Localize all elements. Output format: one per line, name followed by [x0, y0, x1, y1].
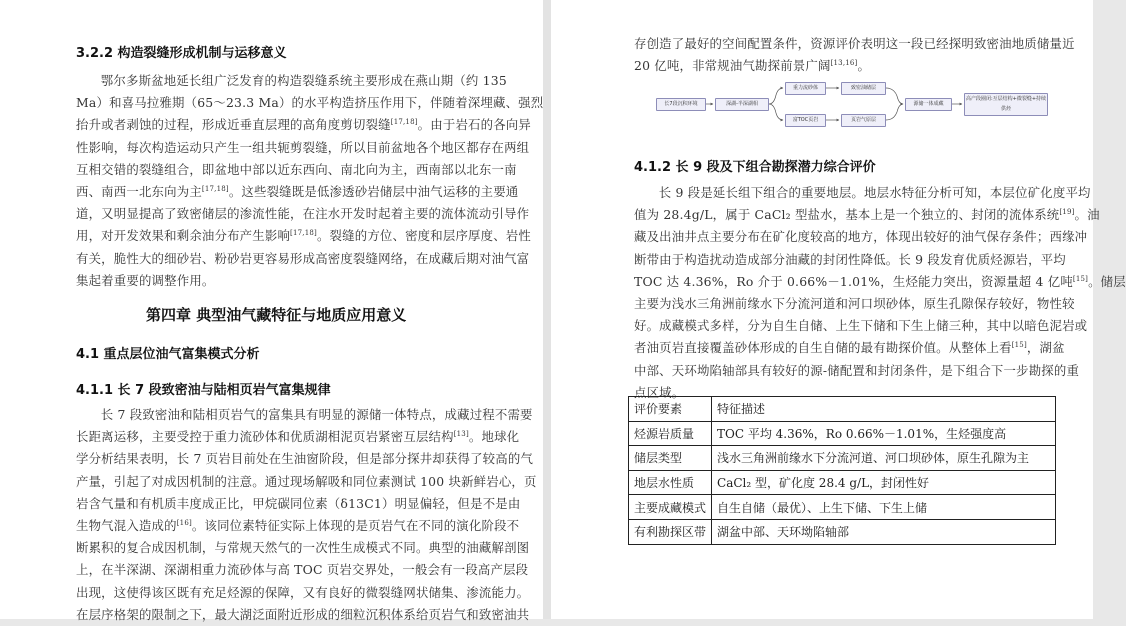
- paragraph-line: 生物气混入造成的[16]。该同位素特征实际上体现的是页岩气在不同的演化阶段不: [76, 518, 520, 534]
- chapter-heading-4: 第四章 典型油气藏特征与地质应用意义: [146, 306, 407, 324]
- paragraph-line: 长 9 段是延长组下组合的重要地层。地层水特征分析可知，本层位矿化度平均: [658, 185, 1091, 200]
- paragraph-line: Ma）和喜马拉雅期（65～23.3 Ma）的水平构造挤压作用下，伴随着深埋藏、强烈: [76, 95, 544, 111]
- paragraph-line: 20 亿吨，非常规油气勘探前景广阔[13,16]。: [634, 58, 871, 74]
- paragraph-line: 互相交错的裂缝组合，即盆地中部以近东西向、南北向为主，西南部以北东一南: [76, 161, 517, 177]
- flow-node-source: 长7段沉积环境: [656, 98, 706, 111]
- paragraph-line: 点区域。: [634, 384, 685, 400]
- table-cell-factor: 评价要素: [629, 397, 712, 422]
- paragraph-line: 岩含气量和有机质丰度成正比，甲烷碳同位素（δ13C1）明显偏轻，但是不是由: [76, 495, 521, 511]
- table-row: [629, 519, 1056, 544]
- citation[interactable]: [15]: [1072, 274, 1089, 283]
- table-cell-description: CaCl₂ 型，矿化度 28.4 g/L，封闭性好: [712, 470, 1056, 495]
- citation[interactable]: [19]: [1059, 208, 1075, 217]
- citation[interactable]: [15]: [1011, 341, 1027, 350]
- document-page-left: [0, 0, 544, 622]
- accumulation-flowchart: [656, 79, 1048, 129]
- paragraph-line: 性影响，每次构造运动只产生一组共轭剪裂缝，所以目前盆地各个地区都存在两组: [76, 139, 530, 155]
- paragraph-line: 集起着重要的调整作用。: [76, 272, 215, 288]
- section-heading-4-1: 4.1 重点层位油气富集模式分析: [76, 347, 260, 362]
- table-row: [629, 495, 1056, 520]
- paragraph-line: 断累积的复合成因机制，与常规天然气的一次性生成模式不同。典型的油藏解剖图: [76, 540, 530, 556]
- document-scrollbar[interactable]: [543, 0, 551, 619]
- table-cell-description: TOC 平均 4.36%，Ro 0.66%－1.01%，生烃强度高: [712, 421, 1056, 446]
- citation[interactable]: [13,16]: [830, 59, 858, 68]
- paragraph-line: 鄂尔多斯盆地延长组广泛发育的构造裂缝系统主要形成在燕山期（约 135: [100, 73, 507, 88]
- table-row: [629, 421, 1056, 446]
- paragraph-fracture-mechanism: [76, 70, 544, 292]
- section-heading-3-2-2: 3.2.2 构造裂缝形成机制与运移意义: [76, 46, 287, 61]
- table-cell-factor: 有利勘探区带: [629, 519, 712, 544]
- flow-node-source-reservoir: 源储一体成藏: [905, 98, 952, 111]
- paragraph-chang9-evaluation: [634, 182, 1126, 404]
- paragraph-line: 好。成藏模式多样，分为自生自储、上生下储和下生上储三种，其中以暗色泥岩或: [634, 318, 1088, 334]
- flow-node-tight-oil: 致密油储层: [841, 82, 886, 95]
- paragraph-line: 有关，脆性大的细砂岩、粉砂岩更容易形成高密度裂缝网络，在成藏后期对油气富: [76, 250, 530, 266]
- table-cell-description: 湖盆中部、天环坳陷轴部: [712, 519, 1056, 544]
- flow-node-shale-gas: 页岩气原层: [841, 114, 886, 127]
- evaluation-table: [628, 396, 1056, 545]
- citation[interactable]: [13]: [453, 430, 469, 439]
- table-cell-factor: 主要成藏模式: [629, 495, 712, 520]
- flow-node-toc-shale: 富TOC页岩: [785, 114, 826, 127]
- table-cell-factor: 储层类型: [629, 446, 712, 471]
- flow-node-gravity-sand: 重力流砂体: [785, 82, 826, 95]
- paragraph-line: 用，对开发效果和剩余油分布产生影响[17,18]。裂缝的方位、密度和层序厚度、岩性: [76, 228, 531, 244]
- paragraph-line: 主要为浅水三角洲前缘水下分流河道和河口坝砂体，原生孔隙保存较好，物性较: [634, 296, 1075, 312]
- table-cell-description: 自生自储（最优）、上生下储、下生上储: [712, 495, 1056, 520]
- paragraph-line: 藏及出油井点主要分布在矿化度较高的地方，体现出较好的油气保存条件；西缘冲: [634, 229, 1088, 245]
- table-header-row: [629, 397, 1056, 422]
- paragraph-line: 产量，引起了对成因机制的注意。通过现场解吸和同位素测试 100 块新鲜岩心，页: [76, 473, 537, 489]
- table-cell-factor: 烃源岩质量: [629, 421, 712, 446]
- paragraph-line: 在层序格架的限制之下，最大湖泛面附近形成的细粒沉积体系给页岩气和致密油共: [76, 606, 530, 622]
- paragraph-line: 学分析结果表明，长 7 页岩目前处在生油窗阶段，但是部分探井却获得了较高的气: [76, 451, 534, 467]
- table-row: [629, 470, 1056, 495]
- paragraph-line: 者油页岩直接覆盖砂体形成的自生自储的最有勘探价值。从整体上看[15]，湖盆: [634, 340, 1065, 356]
- table-row: [629, 446, 1056, 471]
- paragraph-line: 长 7 段致密油和陆相页岩气的富集具有明显的源储一体特点，成藏过程不需要: [100, 407, 533, 422]
- citation[interactable]: [17,18]: [390, 118, 418, 127]
- citation[interactable]: [17,18]: [290, 229, 317, 238]
- paragraph-line: 西、南西一北东向为主[17,18]。这些裂缝既是低渗透砂岩储层中油气运移的主要通: [76, 184, 519, 200]
- table-cell-description: 特征描述: [712, 397, 1056, 422]
- paragraph-line: 值为 28.4g/L，属于 CaCl₂ 型盐水，基本上是一个独立的、封闭的流体系统[19]。油: [634, 207, 1100, 223]
- section-heading-4-1-2: 4.1.2 长 9 段及下组合勘探潜力综合评价: [634, 160, 876, 175]
- table-cell-factor: 地层水性质: [629, 470, 712, 495]
- paragraph-line: 抬升或者剥蚀的过程，形成近垂直层理的高角度剪切裂缝[17,18]。由于岩石的各向异: [76, 117, 531, 133]
- paragraph-resource-evaluation: [634, 33, 1075, 77]
- paragraph-line: 存创造了最好的空间配置条件，资源评价表明这一段已经探明致密油地质储量近: [634, 36, 1075, 51]
- paragraph-chang7-enrichment: [76, 404, 537, 626]
- paragraph-line: 长距离运移，主要受控于重力流砂体和优质湖相泥页岩紧密互层结构[13]。地球化: [76, 429, 520, 445]
- paragraph-line: 出现，这使得该区既有充足烃源的保障，又有良好的微裂缝网状储集、渗流能力。: [76, 584, 530, 600]
- paragraph-line: 道，又明显提高了致密储层的渗流性能，在注水开发时起着主要的流体流动引导作: [76, 206, 530, 222]
- citation[interactable]: [16]: [176, 518, 192, 527]
- citation[interactable]: [17,18]: [201, 184, 229, 193]
- paragraph-line: 断带由于构造扰动造成部分油藏的封闭性降低。长 9 段发育优质烃源岩，平均: [634, 251, 1066, 267]
- flow-node-result: 高产段圈闭:互层结构+微裂缝+持续供烃: [964, 93, 1048, 116]
- paragraph-line: TOC 达 4.36%，Ro 介于 0.66%－1.01%，生烃能力突出，资源量超 4 亿吨[15]。储层: [634, 273, 1126, 289]
- paragraph-line: 中部、天环坳陷轴部具有较好的源-储配置和封闭条件，是下组合下一步勘探的重: [634, 362, 1080, 378]
- flow-node-lake-facies: 深湖-半深湖相: [715, 98, 769, 111]
- table-cell-description: 浅水三角洲前缘水下分流河道、河口坝砂体，原生孔隙为主: [712, 446, 1056, 471]
- paragraph-line: 上，在半深湖、深湖相重力流砂体与高 TOC 页岩交界处，一般会有一段高产层段: [76, 562, 529, 578]
- section-heading-4-1-1: 4.1.1 长 7 段致密油与陆相页岩气富集规律: [76, 383, 331, 398]
